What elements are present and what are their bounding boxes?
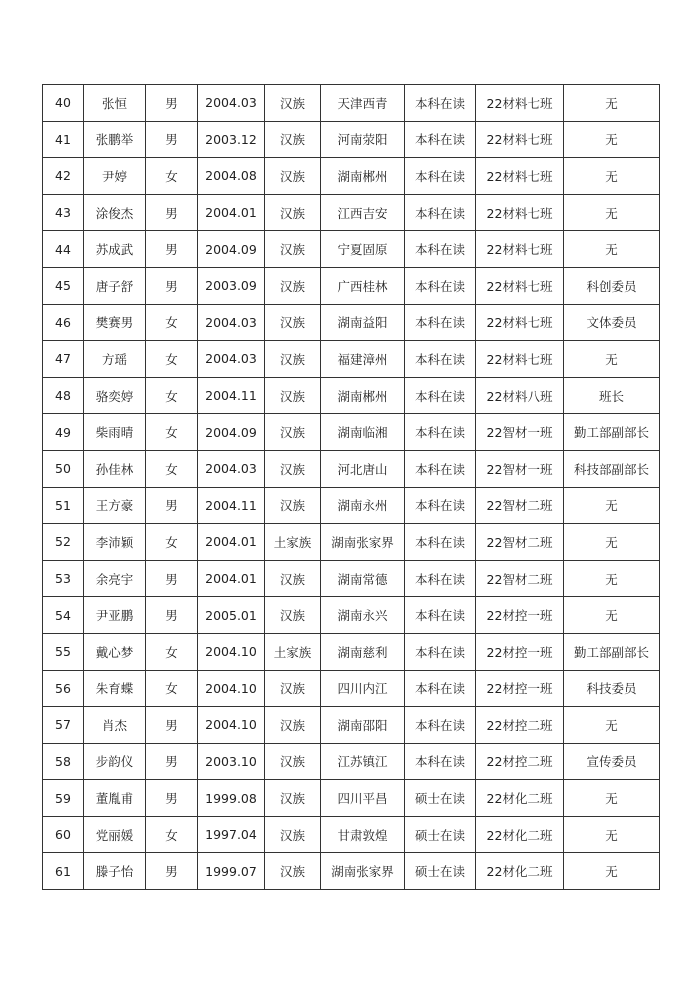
student-name-cell: 戴心梦 [84,633,146,670]
birth-date-cell: 1999.07 [198,853,265,890]
ethnicity-cell: 土家族 [265,524,321,561]
table-row [43,121,660,158]
hometown-cell: 湖南益阳 [321,304,405,341]
table-row [43,158,660,195]
position-cell: 无 [564,194,660,231]
birth-date-cell: 2004.09 [198,231,265,268]
ethnicity-cell: 汉族 [265,414,321,451]
student-name-cell: 孙佳林 [84,450,146,487]
gender-cell: 男 [146,597,198,634]
class-name-cell: 22材料七班 [476,121,564,158]
position-cell: 勤工部副部长 [564,633,660,670]
table-row [43,194,660,231]
study-status-cell: 本科在读 [405,524,476,561]
student-name-cell: 张恒 [84,85,146,122]
student-name-cell: 尹婷 [84,158,146,195]
row-number-cell: 55 [43,633,84,670]
birth-date-cell: 2004.01 [198,524,265,561]
hometown-cell: 宁夏固原 [321,231,405,268]
class-name-cell: 22材料七班 [476,341,564,378]
hometown-cell: 湖南张家界 [321,853,405,890]
study-status-cell: 本科在读 [405,377,476,414]
table-row [43,560,660,597]
table-row [43,780,660,817]
birth-date-cell: 2004.09 [198,414,265,451]
position-cell: 科技委员 [564,670,660,707]
hometown-cell: 湖南郴州 [321,158,405,195]
ethnicity-cell: 汉族 [265,231,321,268]
gender-cell: 女 [146,816,198,853]
birth-date-cell: 2004.10 [198,707,265,744]
study-status-cell: 本科在读 [405,560,476,597]
position-cell: 宣传委员 [564,743,660,780]
table-row [43,304,660,341]
hometown-cell: 湖南临湘 [321,414,405,451]
student-name-cell: 步韵仪 [84,743,146,780]
gender-cell: 男 [146,707,198,744]
class-name-cell: 22材料七班 [476,231,564,268]
gender-cell: 女 [146,341,198,378]
position-cell: 无 [564,780,660,817]
study-status-cell: 本科在读 [405,450,476,487]
gender-cell: 女 [146,377,198,414]
birth-date-cell: 2003.09 [198,267,265,304]
position-cell: 勤工部副部长 [564,414,660,451]
position-cell: 科创委员 [564,267,660,304]
gender-cell: 男 [146,487,198,524]
gender-cell: 女 [146,633,198,670]
class-name-cell: 22材料七班 [476,267,564,304]
hometown-cell: 湖南永州 [321,487,405,524]
gender-cell: 女 [146,158,198,195]
hometown-cell: 江苏镇江 [321,743,405,780]
student-name-cell: 朱育蝶 [84,670,146,707]
row-number-cell: 42 [43,158,84,195]
gender-cell: 女 [146,524,198,561]
ethnicity-cell: 汉族 [265,597,321,634]
study-status-cell: 本科在读 [405,597,476,634]
table-row [43,597,660,634]
birth-date-cell: 2004.03 [198,85,265,122]
birth-date-cell: 2004.01 [198,194,265,231]
position-cell: 无 [564,487,660,524]
student-name-cell: 方瑶 [84,341,146,378]
ethnicity-cell: 汉族 [265,85,321,122]
hometown-cell: 福建漳州 [321,341,405,378]
position-cell: 无 [564,341,660,378]
hometown-cell: 四川平昌 [321,780,405,817]
gender-cell: 女 [146,450,198,487]
birth-date-cell: 2004.10 [198,633,265,670]
birth-date-cell: 2004.03 [198,304,265,341]
student-name-cell: 肖杰 [84,707,146,744]
gender-cell: 男 [146,743,198,780]
row-number-cell: 46 [43,304,84,341]
study-status-cell: 本科在读 [405,158,476,195]
study-status-cell: 本科在读 [405,194,476,231]
student-name-cell: 滕子怡 [84,853,146,890]
hometown-cell: 河南荥阳 [321,121,405,158]
ethnicity-cell: 汉族 [265,670,321,707]
gender-cell: 女 [146,304,198,341]
ethnicity-cell: 汉族 [265,158,321,195]
birth-date-cell: 2003.12 [198,121,265,158]
ethnicity-cell: 汉族 [265,853,321,890]
birth-date-cell: 2004.01 [198,560,265,597]
class-name-cell: 22材料七班 [476,85,564,122]
class-name-cell: 22材化二班 [476,816,564,853]
class-name-cell: 22材化二班 [476,780,564,817]
hometown-cell: 天津西青 [321,85,405,122]
position-cell: 无 [564,158,660,195]
class-name-cell: 22材控一班 [476,670,564,707]
ethnicity-cell: 汉族 [265,194,321,231]
class-name-cell: 22材料七班 [476,194,564,231]
row-number-cell: 50 [43,450,84,487]
class-name-cell: 22材控一班 [476,633,564,670]
hometown-cell: 湖南永兴 [321,597,405,634]
table-row [43,524,660,561]
row-number-cell: 45 [43,267,84,304]
row-number-cell: 53 [43,560,84,597]
student-name-cell: 樊赛男 [84,304,146,341]
row-number-cell: 47 [43,341,84,378]
class-name-cell: 22材料八班 [476,377,564,414]
position-cell: 无 [564,707,660,744]
hometown-cell: 湖南邵阳 [321,707,405,744]
student-name-cell: 董胤甫 [84,780,146,817]
hometown-cell: 湖南常德 [321,560,405,597]
row-number-cell: 48 [43,377,84,414]
class-name-cell: 22材料七班 [476,304,564,341]
gender-cell: 男 [146,780,198,817]
ethnicity-cell: 土家族 [265,633,321,670]
row-number-cell: 44 [43,231,84,268]
hometown-cell: 湖南郴州 [321,377,405,414]
row-number-cell: 56 [43,670,84,707]
table-row [43,743,660,780]
study-status-cell: 本科在读 [405,707,476,744]
study-status-cell: 本科在读 [405,267,476,304]
class-name-cell: 22材料七班 [476,158,564,195]
class-name-cell: 22材化二班 [476,853,564,890]
gender-cell: 男 [146,85,198,122]
student-name-cell: 唐子舒 [84,267,146,304]
study-status-cell: 本科在读 [405,341,476,378]
gender-cell: 女 [146,670,198,707]
ethnicity-cell: 汉族 [265,560,321,597]
table-row [43,670,660,707]
gender-cell: 男 [146,121,198,158]
row-number-cell: 57 [43,707,84,744]
student-name-cell: 余亮宇 [84,560,146,597]
ethnicity-cell: 汉族 [265,377,321,414]
study-status-cell: 本科在读 [405,670,476,707]
table-row [43,450,660,487]
gender-cell: 男 [146,194,198,231]
position-cell: 文体委员 [564,304,660,341]
study-status-cell: 本科在读 [405,85,476,122]
birth-date-cell: 2005.01 [198,597,265,634]
ethnicity-cell: 汉族 [265,267,321,304]
student-name-cell: 李沛颖 [84,524,146,561]
hometown-cell: 湖南张家界 [321,524,405,561]
row-number-cell: 52 [43,524,84,561]
row-number-cell: 40 [43,85,84,122]
student-name-cell: 尹亚鹏 [84,597,146,634]
student-roster-table [42,84,660,890]
table-row [43,85,660,122]
birth-date-cell: 2003.10 [198,743,265,780]
position-cell: 无 [564,231,660,268]
study-status-cell: 本科在读 [405,231,476,268]
gender-cell: 男 [146,231,198,268]
class-name-cell: 22智材一班 [476,414,564,451]
table-row [43,231,660,268]
gender-cell: 男 [146,853,198,890]
row-number-cell: 61 [43,853,84,890]
student-name-cell: 党丽媛 [84,816,146,853]
row-number-cell: 43 [43,194,84,231]
student-name-cell: 涂俊杰 [84,194,146,231]
ethnicity-cell: 汉族 [265,816,321,853]
roster-body [43,85,660,890]
row-number-cell: 59 [43,780,84,817]
gender-cell: 男 [146,560,198,597]
gender-cell: 男 [146,267,198,304]
study-status-cell: 硕士在读 [405,816,476,853]
row-number-cell: 58 [43,743,84,780]
table-row [43,707,660,744]
table-row [43,267,660,304]
ethnicity-cell: 汉族 [265,450,321,487]
ethnicity-cell: 汉族 [265,304,321,341]
study-status-cell: 本科在读 [405,743,476,780]
table-row [43,487,660,524]
ethnicity-cell: 汉族 [265,121,321,158]
student-name-cell: 张鹏举 [84,121,146,158]
ethnicity-cell: 汉族 [265,341,321,378]
position-cell: 无 [564,560,660,597]
class-name-cell: 22智材一班 [476,450,564,487]
study-status-cell: 本科在读 [405,633,476,670]
ethnicity-cell: 汉族 [265,487,321,524]
ethnicity-cell: 汉族 [265,707,321,744]
table-row [43,816,660,853]
class-name-cell: 22智材二班 [476,487,564,524]
study-status-cell: 本科在读 [405,304,476,341]
class-name-cell: 22智材二班 [476,560,564,597]
birth-date-cell: 2004.11 [198,377,265,414]
row-number-cell: 41 [43,121,84,158]
birth-date-cell: 2004.08 [198,158,265,195]
class-name-cell: 22材控二班 [476,707,564,744]
hometown-cell: 河北唐山 [321,450,405,487]
birth-date-cell: 2004.03 [198,341,265,378]
position-cell: 无 [564,597,660,634]
position-cell: 科技部副部长 [564,450,660,487]
position-cell: 无 [564,121,660,158]
gender-cell: 女 [146,414,198,451]
hometown-cell: 甘肃敦煌 [321,816,405,853]
study-status-cell: 硕士在读 [405,853,476,890]
row-number-cell: 54 [43,597,84,634]
hometown-cell: 江西吉安 [321,194,405,231]
row-number-cell: 51 [43,487,84,524]
birth-date-cell: 2004.10 [198,670,265,707]
class-name-cell: 22材控一班 [476,597,564,634]
study-status-cell: 本科在读 [405,121,476,158]
hometown-cell: 湖南慈利 [321,633,405,670]
study-status-cell: 本科在读 [405,414,476,451]
student-name-cell: 王方豪 [84,487,146,524]
row-number-cell: 60 [43,816,84,853]
birth-date-cell: 1997.04 [198,816,265,853]
table-row [43,377,660,414]
position-cell: 无 [564,85,660,122]
position-cell: 无 [564,524,660,561]
birth-date-cell: 2004.11 [198,487,265,524]
table-row [43,633,660,670]
birth-date-cell: 1999.08 [198,780,265,817]
position-cell: 无 [564,853,660,890]
class-name-cell: 22智材二班 [476,524,564,561]
study-status-cell: 硕士在读 [405,780,476,817]
class-name-cell: 22材控二班 [476,743,564,780]
table-row [43,414,660,451]
student-name-cell: 柴雨晴 [84,414,146,451]
row-number-cell: 49 [43,414,84,451]
student-name-cell: 苏成武 [84,231,146,268]
birth-date-cell: 2004.03 [198,450,265,487]
ethnicity-cell: 汉族 [265,780,321,817]
study-status-cell: 本科在读 [405,487,476,524]
position-cell: 班长 [564,377,660,414]
position-cell: 无 [564,816,660,853]
hometown-cell: 广西桂林 [321,267,405,304]
student-name-cell: 骆奕婷 [84,377,146,414]
hometown-cell: 四川内江 [321,670,405,707]
ethnicity-cell: 汉族 [265,743,321,780]
table-row [43,341,660,378]
table-row [43,853,660,890]
